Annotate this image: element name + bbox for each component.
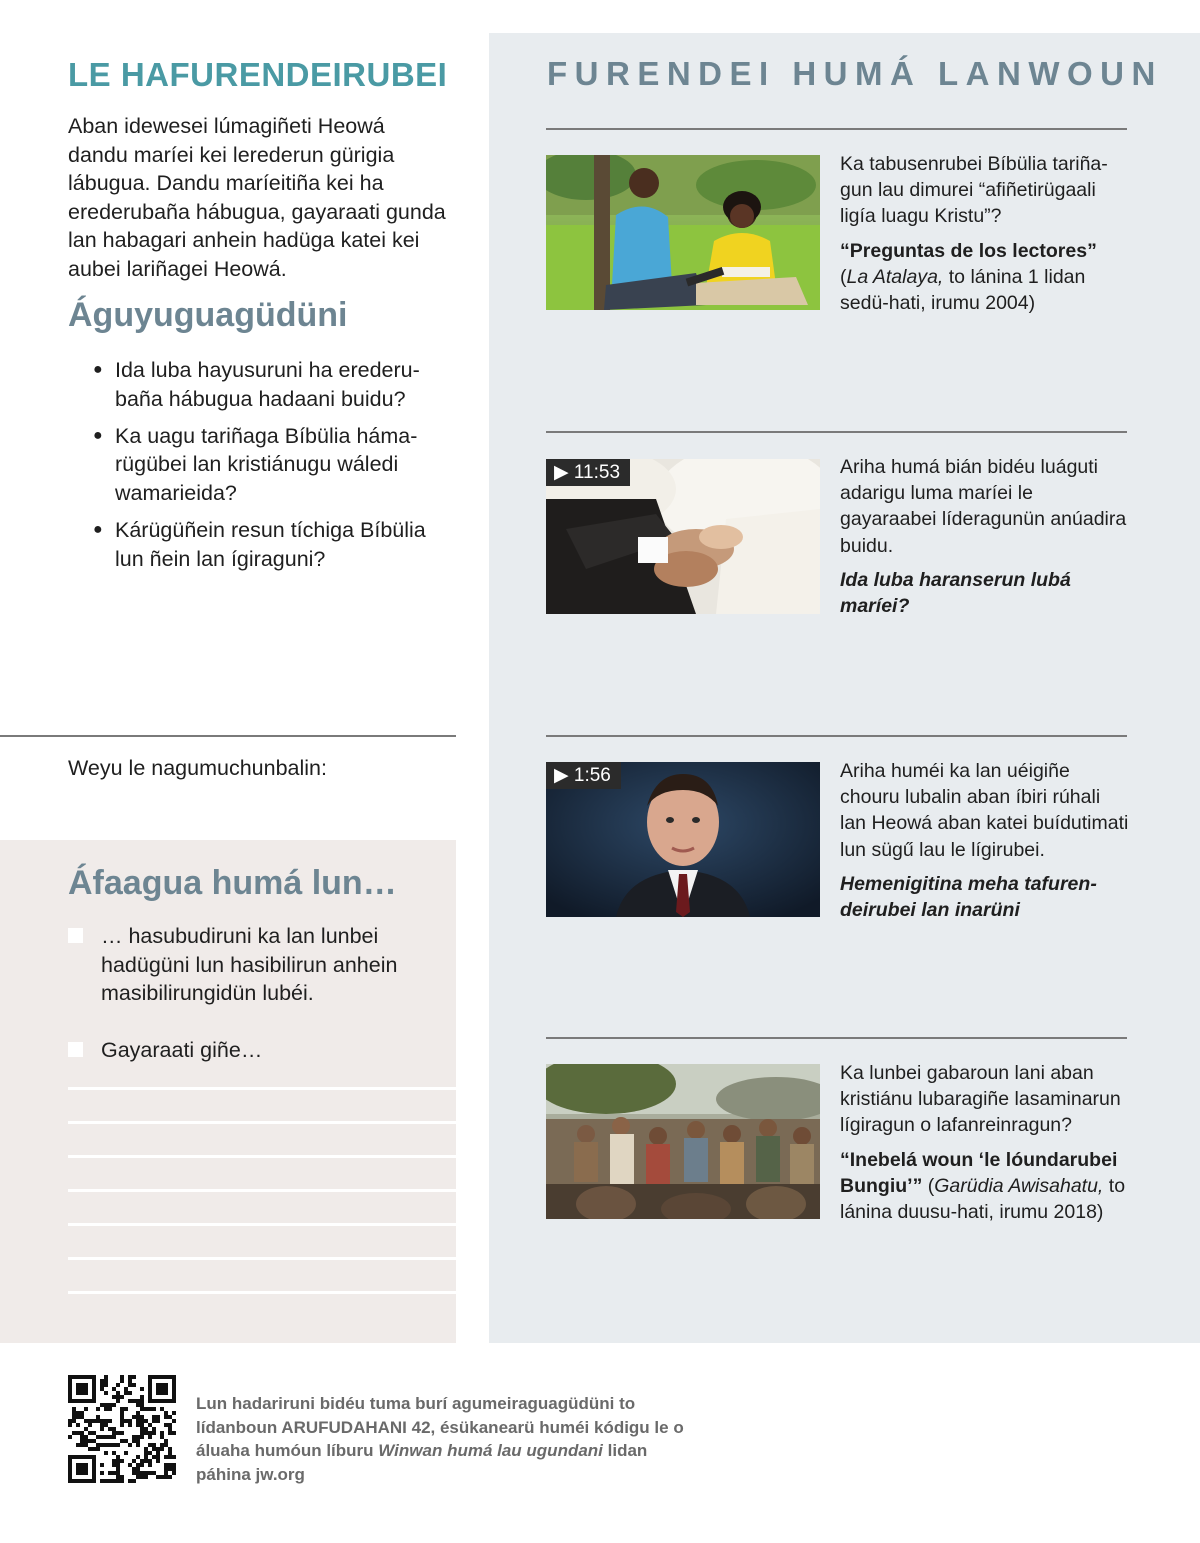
bullet-icon: ● [93, 426, 103, 444]
card-source [840, 238, 1130, 316]
couple-reading-bible-photo[interactable] [546, 155, 820, 310]
section-divider [0, 735, 456, 737]
bullet-icon: ● [93, 361, 103, 378]
card-text [840, 758, 1130, 923]
list-item [68, 356, 458, 414]
try-box [0, 840, 456, 1343]
question-text: Ida luba hayusuruni ha erederubaña hábugua hadaani buidu? [115, 358, 420, 411]
writing-line[interactable] [68, 1087, 456, 1090]
page-title: LE HAFURENDEIRUBEI [68, 56, 448, 93]
writing-line[interactable] [68, 1155, 456, 1158]
card-text [840, 1060, 1130, 1225]
crowd-listening-painting[interactable] [546, 1064, 820, 1219]
wedding-hands-video[interactable] [546, 459, 820, 614]
card-divider [546, 735, 1127, 737]
card-text [840, 151, 1130, 316]
man-in-suit-video[interactable] [546, 762, 820, 917]
card-question: Ariha huméi ka lan uéigiñe chouru lubalin aban íbiri rúhali lan Heowá aban katei buídutimati lun sügű lau le lígirubei. [840, 760, 1129, 861]
try-heading: Áfaagua humá lun… [68, 864, 397, 902]
checkbox[interactable] [68, 928, 83, 943]
question-text: Ka uagu tariñaga Bíbülia hámarügübei lan kristiánugu wáledi wamarieida? [115, 423, 418, 506]
notes-label: Weyu le nagumuchunbalin: [68, 756, 327, 780]
source-open: ( [840, 265, 847, 288]
card-divider [546, 1037, 1127, 1039]
card-question: Ka tabusenrubei Bíbülia tariñagun lau dimurei “afiñetirügaali ligía luagu Kristu”? [840, 153, 1108, 228]
writing-line[interactable] [68, 1223, 456, 1226]
footer-text-2: lidan páhina jw.org [196, 1441, 648, 1484]
qr-code-icon[interactable] [68, 1375, 176, 1483]
article-link[interactable]: “Preguntas de los lectores” [840, 239, 1097, 262]
checkbox[interactable] [68, 1042, 83, 1057]
video-link[interactable]: Hemenigitina meha tafurendeirubei lan inarüni [840, 872, 1097, 921]
book-title: Winwan humá lau ugundani [378, 1441, 603, 1460]
writing-line[interactable] [68, 1121, 456, 1124]
card-question: Ka lunbei gabaroun lani aban kristiánu lubaragiñe lasaminarun lígiragun o lafanreinragun? [840, 1062, 1121, 1137]
writing-line[interactable] [68, 1257, 456, 1260]
writing-line[interactable] [68, 1189, 456, 1192]
list-item [68, 516, 458, 574]
card-divider [546, 431, 1127, 433]
source-open: ( [922, 1174, 935, 1197]
video-link[interactable]: Ida luba haranserun lubá maríei? [840, 568, 1071, 617]
video-duration-badge: ▶ 11:53 [546, 459, 630, 486]
card-text [840, 454, 1130, 619]
article-link[interactable]: “Inebelá woun ‘le lóundarubei Bungiu’” [840, 1148, 1118, 1197]
publication-name: La Atalaya, [846, 265, 944, 288]
source-reference: to lánina 1 lidan sedü-hati, irumu 2004) [840, 265, 1086, 314]
try-item-text: … hasubudiruni ka lan lunbei hadügüni lun hasibilirun anhein masibilirungidün lubéi. [101, 924, 398, 1006]
question-text: Kárügüñein resun tíchiga Bíbülia lun ñein lan ígiraguni? [115, 517, 426, 571]
list-item [68, 422, 458, 508]
writing-line[interactable] [68, 1291, 456, 1294]
bullet-icon: ● [93, 520, 103, 538]
try-item [68, 922, 438, 1008]
card-question: Ariha humá bián bidéu luáguti adarigu luma maríei le gayaraabei líderagunün anúadira buidu. [840, 456, 1127, 557]
study-section [0, 0, 489, 736]
card-source [840, 1147, 1130, 1225]
source-reference: to lánina duusu-hati, irumu 2018) [840, 1174, 1126, 1223]
further-study-heading: FURENDEI HUMÁ LANWOUN [547, 55, 1163, 92]
questions-heading: Águyuguagüdüni [68, 296, 348, 334]
footer-text-1: Lun hadariruni bidéu tuma burí agumeiraguagüdüni to lídanboun ARUFUDAHANI 42, ésükanearü huméi kódigu le o áluaha humóun líburu [196, 1394, 684, 1460]
card-divider [546, 128, 1127, 130]
footer-note [196, 1392, 686, 1486]
try-item-text: Gayaraati giñe… [101, 1038, 263, 1062]
video-duration-badge: ▶ 1:56 [546, 762, 621, 789]
further-study-panel [489, 33, 1200, 1343]
question-list [68, 356, 458, 582]
try-item [68, 1036, 438, 1065]
publication-name: Garüdia Awisahatu, [934, 1174, 1104, 1197]
intro-paragraph: Aban idewesei lúmagiñeti Heowá dandu maríei kei lerederun gürigia lábugua. Dandu maríeitiña kei ha erederubaña hábugua, gayaraati gunda lan habagari anhein hadüga katei kei aubei lariñagei Heowá. [68, 114, 446, 281]
